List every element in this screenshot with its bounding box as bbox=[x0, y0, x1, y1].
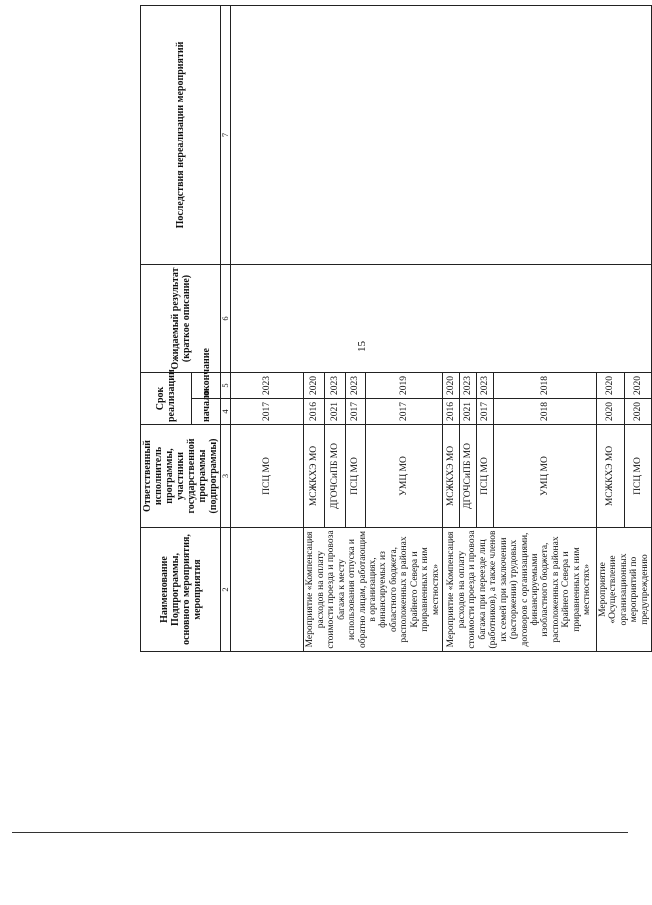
row-executor: ПСЦ МО bbox=[231, 425, 304, 528]
header-consequences: Последствия нереализации мероприятий bbox=[141, 6, 221, 265]
row-start: 2017 bbox=[345, 399, 366, 425]
header-end: окончание bbox=[192, 373, 221, 399]
row-end: 2020 bbox=[597, 373, 625, 399]
document-table-area bbox=[140, 6, 650, 652]
col-num-7: 7 bbox=[221, 6, 231, 265]
row-start: 2016 bbox=[443, 399, 460, 425]
row-end: 2023 bbox=[325, 373, 346, 399]
row-start: 2017 bbox=[477, 399, 494, 425]
row-end: 2023 bbox=[231, 373, 304, 399]
row-end: 2023 bbox=[460, 373, 477, 399]
bottom-divider bbox=[12, 832, 628, 833]
result-cell bbox=[231, 265, 652, 373]
col-num-6: 6 bbox=[221, 265, 231, 373]
row-start: 2020 bbox=[624, 399, 652, 425]
table-row bbox=[231, 6, 304, 652]
row-executor: МСЖКХЭ МО bbox=[304, 425, 325, 528]
header-name: Наименование Подпрограммы, основного мероприятия, мероприятия bbox=[141, 528, 221, 652]
row-end: 2020 bbox=[304, 373, 325, 399]
row-start: 2020 bbox=[597, 399, 625, 425]
row-start: 2021 bbox=[460, 399, 477, 425]
header-result: Ожидаемый результат (краткое описание) bbox=[141, 265, 221, 373]
col-num-4: 4 bbox=[221, 399, 231, 425]
page-number: 15 bbox=[356, 341, 368, 352]
row-end: 2019 bbox=[366, 373, 443, 399]
row-end: 2023 bbox=[345, 373, 366, 399]
row-start: 2017 bbox=[366, 399, 443, 425]
row-name: Мероприятие «Компенсация расходов на оплату стоимости проезда и провоза багажа к месту использования отпуска и обратно лицам, работающим в организациях, финансируемых из областного бюджета, расположенных в районах Крайнего Севера и приравненных к ним местностях» bbox=[304, 528, 443, 652]
header-start: начало bbox=[192, 399, 221, 425]
row-executor: ПСЦ МО bbox=[477, 425, 494, 528]
row-executor: УМЦ МО bbox=[366, 425, 443, 528]
program-table bbox=[140, 5, 652, 652]
row-name bbox=[231, 528, 304, 652]
row-executor: МСЖКХЭ МО bbox=[597, 425, 625, 528]
header-row-1 bbox=[141, 6, 192, 652]
header-executor: Ответственный исполнитель программы, участники государственной программы (подпрограммы) bbox=[141, 425, 221, 528]
col-num-5: 5 bbox=[221, 373, 231, 399]
consequences-cell bbox=[231, 6, 652, 265]
row-name: Мероприятие «Компенсация расходов на оплату стоимости проезда и провоза багажа при переезде лиц (работников), а также членов их семей при заключении (расторжении) трудовых договоров с организациями, финансируемыми изобластного бюджета, расположенных в районах Крайнего Севера и приравненных к ним местностях» bbox=[443, 528, 597, 652]
col-num-2: 2 bbox=[221, 528, 231, 652]
row-executor: ПСЦ МО bbox=[345, 425, 366, 528]
column-number-row bbox=[221, 6, 231, 652]
row-start: 2018 bbox=[494, 399, 597, 425]
row-start: 2016 bbox=[304, 399, 325, 425]
row-executor: ДГОЧСиПБ МО bbox=[460, 425, 477, 528]
header-term: Срок реализации bbox=[141, 373, 192, 425]
row-executor: МСЖКХЭ МО bbox=[443, 425, 460, 528]
row-executor: ПСЦ МО bbox=[624, 425, 652, 528]
row-start: 2021 bbox=[325, 399, 346, 425]
row-end: 2023 bbox=[477, 373, 494, 399]
row-name: Мероприятие «Осуществление организационных мероприятий по предупреждению bbox=[597, 528, 652, 652]
row-executor: УМЦ МО bbox=[494, 425, 597, 528]
row-start: 2017 bbox=[231, 399, 304, 425]
num-column-strip bbox=[140, 692, 180, 832]
row-end: 2018 bbox=[494, 373, 597, 399]
row-end: 2020 bbox=[624, 373, 652, 399]
col-num-3: 3 bbox=[221, 425, 231, 528]
row-end: 2020 bbox=[443, 373, 460, 399]
row-executor: ДГОЧСиПБ МО bbox=[325, 425, 346, 528]
